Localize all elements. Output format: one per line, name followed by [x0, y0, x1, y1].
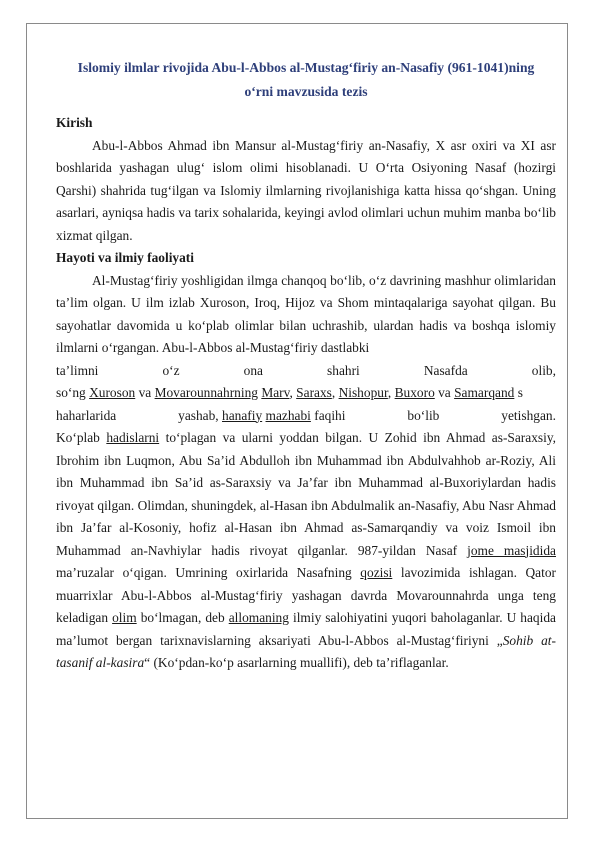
word: haharlarida — [56, 407, 117, 423]
text: lavozimida ishlagan. Qator muarrixlar Abu-l-Abbos al-Mustag‘firiy yashagan davrda Movarounnahrda unga teng keladigan — [56, 565, 556, 625]
spread-line-2 — [56, 405, 556, 428]
section-heading-kirish: Kirish — [56, 115, 93, 130]
text: yashab, — [178, 407, 223, 423]
title-line-1: Islomiy ilmlar rivojida Abu-l-Abbos al-Mustag‘firiy an-Nasafiy (961-1041)ning — [77, 60, 535, 75]
link-jome-masjidida[interactable]: jome masjidida — [467, 542, 556, 558]
paragraph-intro: Abu-l-Abbos Ahmad ibn Mansur al-Mustag‘firiy an-Nasafiy, X asr oxiri va XI asr boshlarida yashagan ulug‘ islom olimi hisoblanadi. U O‘rta Osiyoning Nasaf (hozirgi Qarshi) shahrida tug‘ilgan va Islomiy ilmlarning rivojlanishiga katta hissa qo‘shgan. Uning asarlari, ayniqsa hadis va tarix sohalarida, keyingi avlod olimlari uchun muhim manba bo‘lib xizmat qilgan. — [56, 137, 556, 243]
text: to‘plagan va ularni yoddan bilgan. U Zohid ibn Ahmad as-Saraxsiy, Ibrohim ibn Luqmon, Abu Sa’id Abdulloh ibn Muhammad ibn Abdulvahhob ar-Roziy, Ali ibn Muhammad ibn Sa’id as-Saraxsiy va Ja’far ibn Muhammad al-Buxoriylardan hadis rivoyat qilgan. Olimdan, shuningdek, al-Hasan ibn Abdulmalik an-Nasafiy, Abu Nasr Ahmad ibn Ja’far al-Kosoniy, hofiz al-Hasan ibn Ahmad as-Samarqandiy va voiz Ismoil ibn Muhammad an-Navhiylar hadis rivoyat qilganlar. 987-yildan Nasaf — [56, 430, 557, 558]
text: va — [434, 385, 455, 400]
word: ta’limni — [56, 362, 99, 378]
link-hadislarni[interactable]: hadislarni — [106, 430, 160, 445]
cities-line — [56, 382, 556, 405]
book-title: Sohib at-tasanif al-kasira — [56, 632, 556, 670]
text: ilmiy salohiyatini yuqori baholaganlar. U haqida ma’lumot bergan tarixnavislarning aksariyati Abu-l-Abbos al-Mustag‘firiyni „ — [56, 610, 556, 648]
word: yetishgan. — [501, 407, 556, 423]
link-olim[interactable]: olim — [112, 610, 137, 625]
title-line-2: o‘rni mavzusida tezis — [244, 84, 368, 99]
paragraph-biography-2 — [56, 427, 556, 675]
link-nishopur[interactable]: Nishopur — [338, 385, 388, 400]
link-mazhabi[interactable]: mazhabi — [265, 407, 311, 423]
word-group — [178, 405, 345, 428]
text: ma’ruzalar o‘qigan. Umrining oxirlarida Nasafning — [56, 565, 361, 580]
text: s — [514, 385, 523, 400]
link-hanafiy[interactable]: hanafiy — [222, 407, 263, 423]
word: shahri — [327, 362, 360, 378]
link-xuroson[interactable]: Xuroson — [89, 385, 136, 400]
link-samarqand[interactable]: Samarqand — [454, 385, 515, 400]
text: va — [135, 385, 155, 400]
link-qozisi[interactable]: qozisi — [360, 565, 393, 580]
word: Nasafda — [423, 362, 468, 378]
spread-line-1 — [56, 360, 556, 383]
text: , — [289, 385, 297, 400]
text: , — [331, 385, 339, 400]
link-movarounnahr[interactable]: Movarounnahrning — [154, 385, 258, 400]
document-body — [56, 56, 556, 675]
word: bo‘lib — [407, 407, 440, 423]
text: so‘ng — [56, 385, 90, 400]
link-saraxs[interactable]: Saraxs — [296, 385, 332, 400]
link-marv[interactable]: Marv — [261, 385, 290, 400]
section-heading-hayoti: Hayoti va ilmiy faoliyati — [56, 250, 194, 265]
text: bo‘lmagan, deb — [136, 610, 229, 625]
paragraph-biography-1: Al-Mustag‘firiy yoshligidan ilmga chanqoq bo‘lib, o‘z davrining mashhur olimlaridan ta’lim olgan. U ilm izlab Xuroson, Iroq, Hijoz va Shom mintaqalariga sayohat qilgan. Bu sayohatlar davomida u ko‘plab olimlar bilan uchrashib, ulardan hadis va boshqa islomiy ilmlarni o‘rgangan. Abu-l-Abbos al-Mustag‘firiy dastlabki — [56, 272, 556, 355]
text: faqihi — [310, 407, 346, 423]
text: , — [387, 385, 395, 400]
document-title — [56, 56, 556, 104]
link-allomaning[interactable]: allomaning — [228, 610, 289, 625]
text: Ko‘plab — [56, 430, 107, 445]
word: o‘z — [162, 362, 180, 378]
word: olib, — [531, 362, 556, 378]
link-buxoro[interactable]: Buxoro — [394, 385, 435, 400]
word: ona — [243, 362, 263, 378]
text: “ (Ko‘pdan-ko‘p asarlarning muallifi), deb ta’riflaganlar. — [144, 655, 449, 670]
